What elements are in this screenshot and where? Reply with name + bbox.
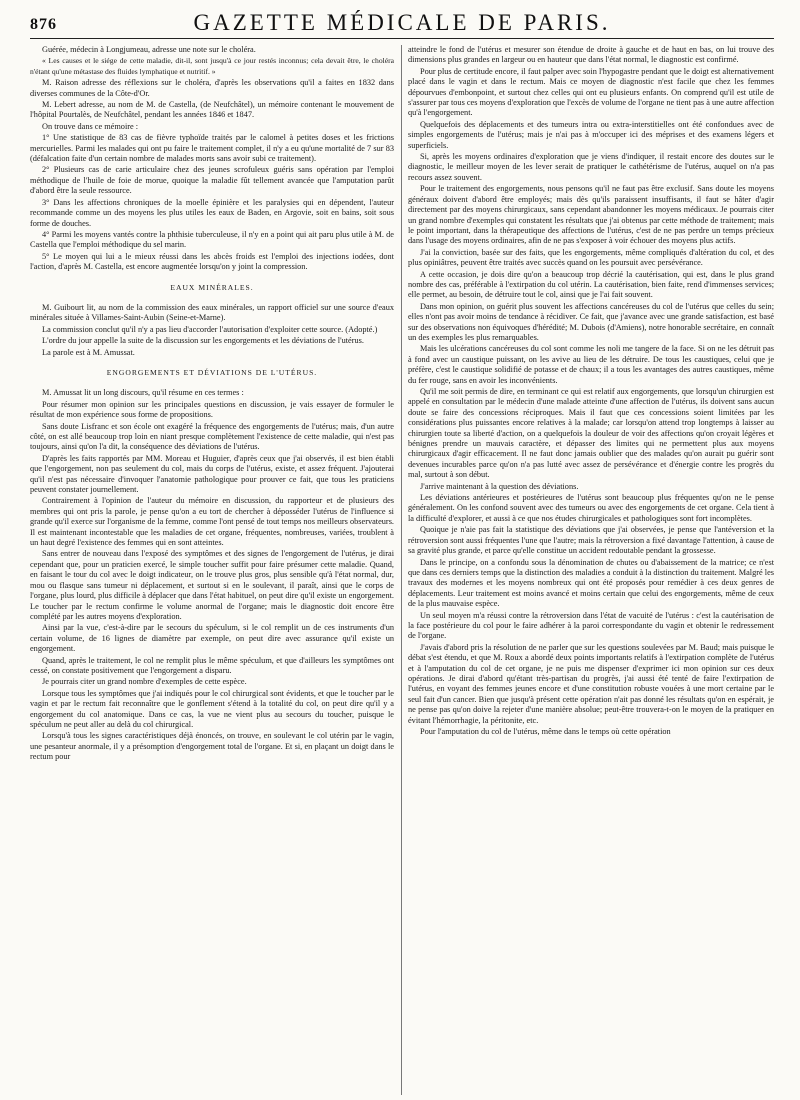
paragraph: M. Guibourt lit, au nom de la commission des eaux minérales, un rapport officiel sur une source d'eaux minérales située à Villames-Saint-Aubin (Seine-et-Marne). (30, 302, 394, 323)
paragraph: M. Lebert adresse, au nom de M. de Castella, (de Neufchâtel), un mémoire contenant le mouvement de l'hôpital Pourtalès, de Neufchâtel, pendant les années 1846 et 1847. (30, 100, 394, 120)
paragraph: Quand, après le traitement, le col ne remplit plus le même spéculum, et que d'ailleurs les symptômes ont cessé, on constate positivement que l'engorgement a disparu. (30, 655, 394, 675)
paragraph: Ainsi par la vue, c'est-à-dire par le secours du spéculum, si le col remplit un de ces instruments d'un certain volume, de 16 lignes de diamètre par exemple, on peut dire avec assurance qu'il existe un engorgement. (30, 623, 394, 654)
paragraph: J'arrive maintenant à la question des déviations. (420, 481, 579, 491)
paragraph: Je pourrais citer un grand nombre d'exemples de cette espèce. (42, 677, 247, 687)
paragraph: J'ai la conviction, basée sur des faits, que les engorgements, même compliqués d'altération du col, et des plus opiniâtres, peuvent être traités avec succès quand on les poursuit avec persévérance. (408, 247, 774, 268)
paragraph: La commission conclut qu'il n'y a pas lieu d'accorder l'autorisation d'exploiter cette source. (Adopté.) (42, 324, 378, 334)
paragraph: 4° Parmi les moyens vantés contre la phthisie tuberculeuse, il n'y en a point qui ait paru plus utile à M. de Castella que l'emploi méthodique du sel marin. (30, 229, 394, 250)
paragraph: M. Amussat lit un long discours, qu'il résume en ces termes : (42, 388, 244, 398)
paragraph: J'avais d'abord pris la résolution de ne parler que sur les questions soulevées par M. Baud; mais puisque le débat s'est étendu, et que M. Roux a abordé deux points importants relatifs à l'extirpation complète de l'utérus et à l'amputation du col de cet organe, je ne puis me dispenser d'exprimer ici mon opinion sur ces deux opérations. Je dirai d'abord qu'étant très-partisan du progrès, j'ai aussi été tenté de faire l'extirpation de l'utérus, en voyant des femmes jeunes encore et d'une constitution robuste vouées à une mort certaine par le seul fait d'un cancer. Bien que jusqu'à présent cette opération n'ait pas donné les résultats qu'on en espérait, je ne pense pas qu'on doive la rejeter d'une manière absolue; peut-être trouvera-t-on le moyen de la pratiquer en évitant l'hémorrhagie, la péritonite, etc. (408, 642, 774, 725)
paragraph: La parole est à M. Amussat. (42, 347, 135, 357)
paragraph: Pour le traitement des engorgements, nous pensons qu'il ne faut pas être exclusif. Sans doute les moyens généraux doivent d'abord être employés; mais dès qu'ils paraissent insuffisants, il faut se hâter d'agir directement par des moyens chirurgicaux, sans cependant abandonner les moyens médicaux. Je pourrais citer un grand nombre d'exemples qui constatent les résultats que j'ai obtenus par cette méthode de traitement; mais le point important, dans la thérapeutique des affections de l'utérus, c'est de ne pas perdre un temps précieux dans l'usage des moyens ordinaires, afin de ne pas s'exposer à voir échouer des moyens plus actifs. (408, 184, 774, 246)
paragraph: Quoique je n'aie pas fait la statistique des déviations que j'ai observées, je pense que l'antéversion et la rétroversion sont aussi fréquentes l'une que l'autre; mais la rétroversion a fixé davantage l'attention, à cause de sa gravité plus grande, et parce qu'elle constitue un accident redoutable pendant la grossesse. (408, 525, 774, 556)
header-rule (30, 38, 774, 39)
page-header (30, 8, 774, 36)
paragraph: Sans entrer de nouveau dans l'exposé des symptômes et des signes de l'engorgement de l'utérus, je dirai cependant que, pour un praticien exercé, le simple toucher suffit pour faire présumer cette maladie. Quand, en faisant le tour du col avec le doigt indicateur, on le trouve plus gros, plus sensible qu'à l'état normal, dur, mou ou flasque sans tumeur ni déplacement, et surtout si en le soulevant, il paraît, ainsi que le corps de l'organe, plus lourd, plus difficile à déplacer que dans l'état habituel, on peut dire qu'il existe un engorgement. Le toucher par le rectum confirme le volume anormal de l'organe; mais le diagnostic doit encore être complété par les autres moyens d'exploration. (30, 549, 394, 621)
paragraph: 3° Dans les affections chroniques de la moelle épinière et les paralysies qui en dépendent, l'auteur recommande comme un des moyens les plus utiles les eaux de Baden, en Argovie, soit en bains, soit sous forme de douches. (30, 197, 394, 228)
paragraph: Pour l'amputation du col de l'utérus, même dans le temps où cette opération (420, 727, 671, 736)
paragraph: 1° Une statistique de 83 cas de fièvre typhoïde traités par le calomel à petites doses et les frictions mercurielles. Parmi les malades qui ont pu faire le traitement complet, il n'y a eu qu'une mortalité de 7 sur 83 (défalcation faite d'un certain nombre de malades morts sans avoir subi ce traitement). (30, 133, 394, 164)
paragraph: Un seul moyen m'a réussi contre la rétroversion dans l'état de vacuité de l'utérus : c'est la cautérisation de la face postérieure du col pour le faire adhérer à la paroi correspondante du vagin et obtenir le redressement de l'organe. (408, 610, 774, 641)
paragraph: 2° Plusieurs cas de carie articulaire chez des jeunes scrofuleux guéris sans opération par l'emploi méthodique de l'huile de foie de morue, quoique la maladie fût tellement avancée que l'amputation parût d'abord être la seule ressource. (30, 165, 394, 196)
paragraph: M. Raison adresse des réflexions sur le choléra, d'après les observations qu'il a faites en 1832 dans diverses communes de la Côte-d'Or. (30, 78, 394, 98)
section-heading-eaux-minerales: EAUX MINÉRALES. (170, 282, 254, 292)
paragraph: A cette occasion, je dois dire qu'on a beaucoup trop décrié la cautérisation, qui est, dans le plus grand nombre des cas, préférable à l'extirpation du col utérin. La cautérisation, bien faite, rend d'immenses services; elle permet, au besoin, de détruire tout le col, ainsi que je l'ai fait souvent. (408, 269, 774, 300)
paragraph: Si, après les moyens ordinaires d'exploration que je viens d'indiquer, il restait encore des doutes sur le diagnostic, le meilleur moyen de les lever serait de pratiquer le cathétérisme de l'utérus, auquel on n'a pas recours assez souvent. (408, 152, 774, 182)
section-heading-engorgements: ENGORGEMENTS ET DÉVIATIONS DE L'UTÉRUS. (106, 367, 318, 377)
paragraph: Dans mon opinion, on guérit plus souvent les affections cancéreuses du col de l'utérus que celles du sein; elles n'ont pas avoir moins de tendance à récidiver. Ce fait, que j'avance avec une grande satisfaction, est basé sur des observations non équivoques d'hérédité; M. Dubois (d'Amiens), notre honorable secrétaire, en connaît un des exemples les plus remarquables. (408, 301, 774, 342)
paragraph: Pour plus de certitude encore, il faut palper avec soin l'hypogastre pendant que le doigt est alternativement placé dans le vagin et dans le rectum. Mais ce moyen de diagnostic n'est facile que chez les femmes dépourvues d'embonpoint, et surtout chez celles qui ont eu plusieurs enfants. On comprend qu'il est utile de s'assurer par tous ces moyens d'exploration que l'excès de volume de l'organe ne tient pas à une autre affection qu'à l'engorgement. (408, 66, 774, 118)
paragraph: L'ordre du jour appelle la suite de la discussion sur les engorgements et les déviations de l'utérus. (42, 336, 364, 346)
left-column (30, 45, 394, 1095)
paragraph: Guérée, médecin à Longjumeau, adresse une note sur le choléra. (42, 45, 256, 54)
paragraph: Sans doute Lisfranc et son école ont exagéré la fréquence des engorgements de l'utérus; mais, d'un autre côté, on est allé beaucoup trop loin en niant presque complètement l'existence de cette maladie, qui n'est pas toujours, ainsi qu'on l'a dit, la conséquence des déviations de l'utérus. (30, 421, 394, 452)
column-divider (401, 45, 402, 1095)
paragraph-continued: atteindre le fond de l'utérus et mesurer son étendue de droite à gauche et de haut en bas, on lui trouve des dimensions plus grandes en largeur ou en hauteur que dans l'état normal, le diagnostic est confirmé. (408, 45, 774, 65)
paragraph: Lorsque tous les symptômes que j'ai indiqués pour le col chirurgical sont évidents, et que le toucher par le vagin et par le rectum fait reconnaître que le gonflement s'étend à la totalité du col, on peut dire qu'il y a engorgement du col anatomique. Dans ce cas, la vue ne vient plus au secours du toucher, puisque le spéculum ne peut aller au delà du col chirurgical. (30, 688, 394, 729)
paragraph: Quelquefois des déplacements et des tumeurs intra ou extra-interstitielles ont été confondues avec de simples engorgements de l'utérus; mais je n'ai pas à m'occuper ici des méprises et des examens légers et superficiels. (408, 119, 774, 150)
journal-title: GAZETTE MÉDICALE DE PARIS. (193, 10, 611, 35)
paragraph: Contrairement à l'opinion de l'auteur du mémoire en discussion, du rapporteur et de plusieurs des membres qui ont pris la parole, je pense qu'on a eu tort de chercher à déposséder l'utérus de l'influence si grande qu'il exerce sur l'organisme de la femme, comme l'ont pensé de tout temps nos meilleurs observateurs. Il est maintenant incontestable que les maladies de cet organe, fréquentes, nombreuses, variées, troublent à un haut degré l'existence des femmes qui en sont atteintes. (30, 496, 394, 548)
paragraph: D'après les faits rapportés par MM. Moreau et Huguier, d'après ceux que j'ai observés, il est bien établi que l'engorgement, non pas seulement du col, mais du corps de l'utérus, existe, et assez fréquent. J'ajouterai qu'il n'est pas nécessaire d'invoquer l'anatomie pathologique pour prouver ce fait, que tous les praticiens peuvent constater journellement. (30, 453, 394, 495)
paragraph: Lorsqu'à tous les signes caractéristiques déjà énoncés, on trouve, en soulevant le col utérin par le vagin, une pesanteur anormale, il y a présomption d'engorgement total de l'organe. Et si, en plaçant un doigt dans le rectum pour (30, 731, 394, 762)
paragraph: Mais les ulcérations cancéreuses du col sont comme les noli me tangere de la face. Si on ne les détruit pas à fond avec un caustique puissant, on les avive au lieu de les détruire. De tous les caustiques, celui que je préfère, c'est le caustique solidifié de potasse et de chaux; il a tous les avantages des autres caustiques, même du fer rouge, sans en avoir les inconvénients. (408, 344, 774, 385)
quote-paragraph: « Les causes et le siége de cette maladie, dit-il, sont jusqu'à ce jour restés inconnus; cela devait être, le choléra n'étant qu'une métastase des fluides lymphatique et nutritif. » (30, 56, 394, 76)
paragraph: Qu'il me soit permis de dire, en terminant ce qui est relatif aux engorgements, que lorsqu'un chirurgien est appelé en consultation par le médecin d'une malade atteinte d'une affection de l'utérus, ils doivent sans aucun doute se faire des concessions réciproques. Mais il faut que ces concessions soient limitées par les considérations plus puissantes encore relatives à la malade; car lorsqu'on attend trop longtemps à laisser au chirurgien toute sa liberté d'action, on a quelquefois la douleur de voir des affections qu'on croyait légères et bénignes prendre un mauvais caractère, et dépasser des limites qui ne permettent plus aux moyens chirurgicaux d'agir efficacement. Il ne faut donc jamais oublier que des malades qu'on aurait pu guérir sont devenues incurables parce qu'on n'a pas lutté avec assez de persévérance et d'énergie contre les progrès du mal, surtout à son début. (408, 387, 774, 480)
paragraph: Dans le principe, on a confondu sous la dénomination de chutes ou d'abaissement de la matrice; ce n'est que dans ces derniers temps que la distinction des maladies a conduit à la distinction du traitement. Malgré les travaux des modernes et les moyens nombreux qui ont été proposés pour remédier à ces deux genres de déplacements. Leur traitement est moins avancé et moins certain que celui des engorgements, même de ceux de la plus mauvaise espèce. (408, 557, 774, 609)
right-column (408, 45, 774, 1095)
paragraph: 5° Le moyen qui lui a le mieux réussi dans les abcès froids est l'emploi des injections iodées, dont l'action, d'après M. Castella, est encore augmentée lorsqu'on y joint la compression. (30, 251, 394, 272)
paragraph: Les déviations antérieures et postérieures de l'utérus sont beaucoup plus fréquentes qu'on ne le pense généralement. On les confond souvent avec des tumeurs ou avec des engorgements de cet organe. Cela tient à la difficulté d'explorer, et aussi à ce que nos études chirurgicales et pathologiques sont fort incomplètes. (408, 493, 774, 523)
page-number: 876 (30, 16, 57, 33)
paragraph: On trouve dans ce mémoire : (42, 121, 139, 131)
paragraph: Pour résumer mon opinion sur les principales questions en discussion, je vais essayer de formuler le résultat de mon expérience sous forme de propositions. (30, 399, 394, 420)
